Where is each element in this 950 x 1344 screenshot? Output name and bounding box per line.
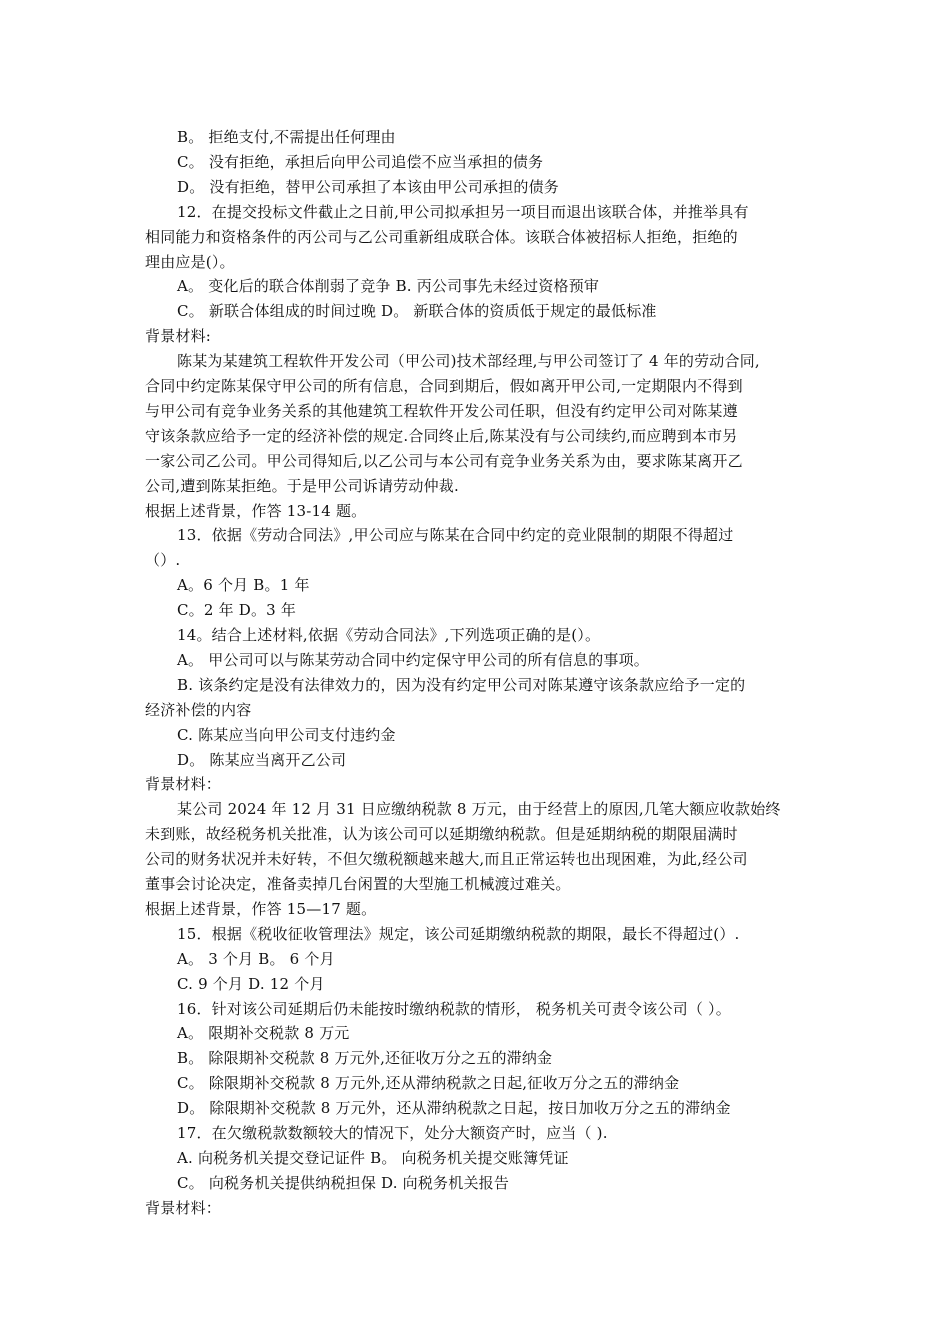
text-line: 根据上述背景，作答 13-14 题。	[145, 501, 367, 520]
text-line: 背景材料：	[145, 775, 222, 794]
text-line: 背景材料：	[145, 1198, 222, 1217]
text-line: 相同能力和资格条件的丙公司与乙公司重新组成联合体。该联合体被招标人拒绝，拒绝的	[145, 227, 738, 246]
text-line: （）.	[145, 551, 181, 570]
text-line: 陈某为某建筑工程软件开发公司（甲公司)技术部经理,与甲公司签订了 4 年的劳动合同,	[177, 352, 760, 371]
text-line: C。 除限期补交税款 8 万元外,还从滞纳税款之日起,征收万分之五的滞纳金	[177, 1074, 680, 1093]
text-line: 16．针对该公司延期后仍未能按时缴纳税款的情形， 税务机关可责令该公司（ ）。	[177, 999, 731, 1018]
text-line: 未到账，故经税务机关批准，认为该公司可以延期缴纳税款。但是延期纳税的期限届满时	[145, 825, 738, 844]
text-line: B. 该条约定是没有法律效力的，因为没有约定甲公司对陈某遵守该条款应给予一定的	[177, 675, 746, 694]
text-line: 公司的财务状况并未好转，不但欠缴税额越来越大,而且正常运转也出现困难，为此,经公司	[145, 850, 748, 869]
text-line: 理由应是(）。	[145, 252, 235, 271]
text-line: 公司,遭到陈某拒绝。于是甲公司诉请劳动仲裁.	[145, 476, 459, 495]
text-line: 董事会讨论决定，准备卖掉几台闲置的大型施工机械渡过难关。	[145, 875, 571, 893]
text-line: 经济补偿的内容	[145, 700, 252, 719]
text-line: C。 向税务机关提供纳税担保 D. 向税务机关报告	[177, 1173, 510, 1192]
text-line: A。 3 个月 B。 6 个月	[177, 949, 335, 968]
text-line: A。 限期补交税款 8 万元	[177, 1024, 350, 1043]
text-line: 与甲公司有竞争业务关系的其他建筑工程软件开发公司任职，但没有约定甲公司对陈某遵	[145, 401, 738, 420]
text-line: C。 没有拒绝，承担后向甲公司追偿不应当承担的债务	[177, 152, 544, 171]
text-line: D。 陈某应当离开乙公司	[177, 750, 347, 769]
text-line: C。 新联合体组成的时间过晚 D。 新联合体的资质低于规定的最低标准	[177, 302, 657, 321]
text-line: 17．在欠缴税款数额较大的情况下，处分大额资产时，应当（ ).	[177, 1124, 608, 1142]
text-line: A. 向税务机关提交登记证件 B。 向税务机关提交账簿凭证	[177, 1148, 569, 1167]
text-line: A。 变化后的联合体削弱了竞争 B. 丙公司事先未经过资格预审	[177, 277, 600, 296]
text-line: B。 除限期补交税款 8 万元外,还征收万分之五的滞纳金	[177, 1049, 553, 1068]
text-line: B。 拒绝支付,不需提出任何理由	[177, 128, 396, 146]
text-line: 守该条款应给予一定的经济补偿的规定.合同终止后,陈某没有与公司续约,而应聘到本市另	[145, 426, 738, 445]
text-line: C. 9 个月 D. 12 个月	[177, 974, 325, 993]
text-line: D。 除限期补交税款 8 万元外，还从滞纳税款之日起，按日加收万分之五的滞纳金	[177, 1099, 731, 1118]
text-line: A。 甲公司可以与陈某劳动合同中约定保守甲公司的所有信息的事项。	[177, 650, 650, 669]
text-line: 合同中约定陈某保守甲公司的所有信息，合同到期后，假如离开甲公司,一定期限内不得到	[145, 377, 743, 395]
text-line: C。2 年 D。3 年	[177, 601, 297, 620]
text-line: 13．依据《劳动合同法》,甲公司应与陈某在合同中约定的竞业限制的期限不得超过	[177, 526, 734, 545]
text-line: 14。结合上述材料,依据《劳动合同法》,下列选项正确的是(）。	[177, 626, 601, 644]
text-line: A。6 个月 B。1 年	[177, 576, 310, 595]
text-line: 15．根据《税收征收管理法》规定，该公司延期缴纳税款的期限，最长不得超过(）.	[177, 924, 740, 943]
text-line: 某公司 2024 年 12 月 31 日应缴纳税款 8 万元，由于经营上的原因,几笔大额应收款始终	[177, 800, 781, 819]
text-line: 根据上述背景，作答 15—17 题。	[145, 899, 377, 918]
text-line: D。 没有拒绝，替甲公司承担了本该由甲公司承担的债务	[177, 177, 559, 196]
text-line: C. 陈某应当向甲公司支付违约金	[177, 725, 396, 744]
text-line: 12．在提交投标文件截止之日前,甲公司拟承担另一项目而退出该联合体，并推举具有	[177, 202, 749, 221]
text-line: 背景材料:	[145, 327, 212, 346]
text-line: 一家公司乙公司。甲公司得知后,以乙公司与本公司有竞争业务关系为由，要求陈某离开乙	[145, 451, 743, 470]
